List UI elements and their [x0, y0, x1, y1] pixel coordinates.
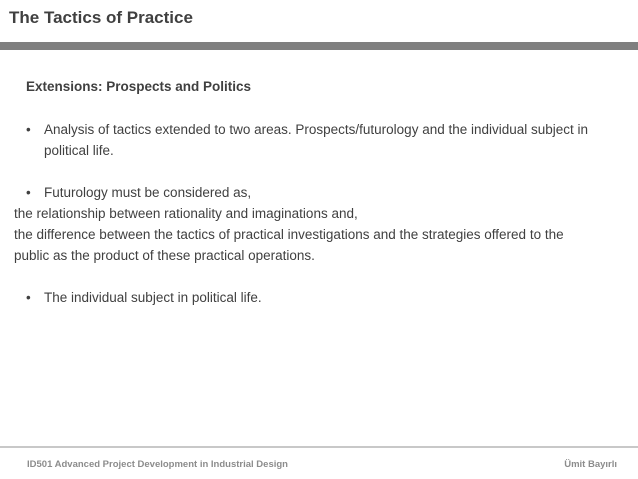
bullet-text-1: Analysis of tactics extended to two areas. Prospects/futurology and the individual subject in political life. — [44, 122, 589, 158]
bullet-dot-icon: • — [26, 290, 31, 305]
bullet-text-3: The individual subject in political life. — [44, 290, 262, 305]
bullet-dot-icon: • — [26, 185, 31, 200]
bullet-text-2: Futurology must be considered as, — [44, 185, 252, 200]
slide-content — [14, 76, 626, 308]
bullet-item-1 — [26, 119, 626, 161]
spacer — [26, 266, 626, 287]
bullet-dot-icon: • — [26, 122, 31, 137]
title-divider — [0, 42, 638, 50]
bullet-item-2 — [26, 182, 626, 203]
footer-course-title: ID501 Advanced Project Development in Industrial Design — [27, 459, 288, 470]
bullet-item-3 — [26, 287, 626, 308]
paragraph-line-1: the relationship between rationality and imaginations and, — [14, 206, 358, 221]
footer-author: Ümit Bayırlı — [564, 459, 617, 470]
footer-divider — [0, 446, 638, 448]
slide-title: The Tactics of Practice — [9, 8, 193, 27]
content-heading: Extensions: Prospects and Politics — [26, 79, 252, 94]
spacer — [26, 161, 626, 182]
paragraph-line-2: the difference between the tactics of practical investigations and the strategies offered to the public as the product of these practical operations. — [14, 227, 564, 263]
